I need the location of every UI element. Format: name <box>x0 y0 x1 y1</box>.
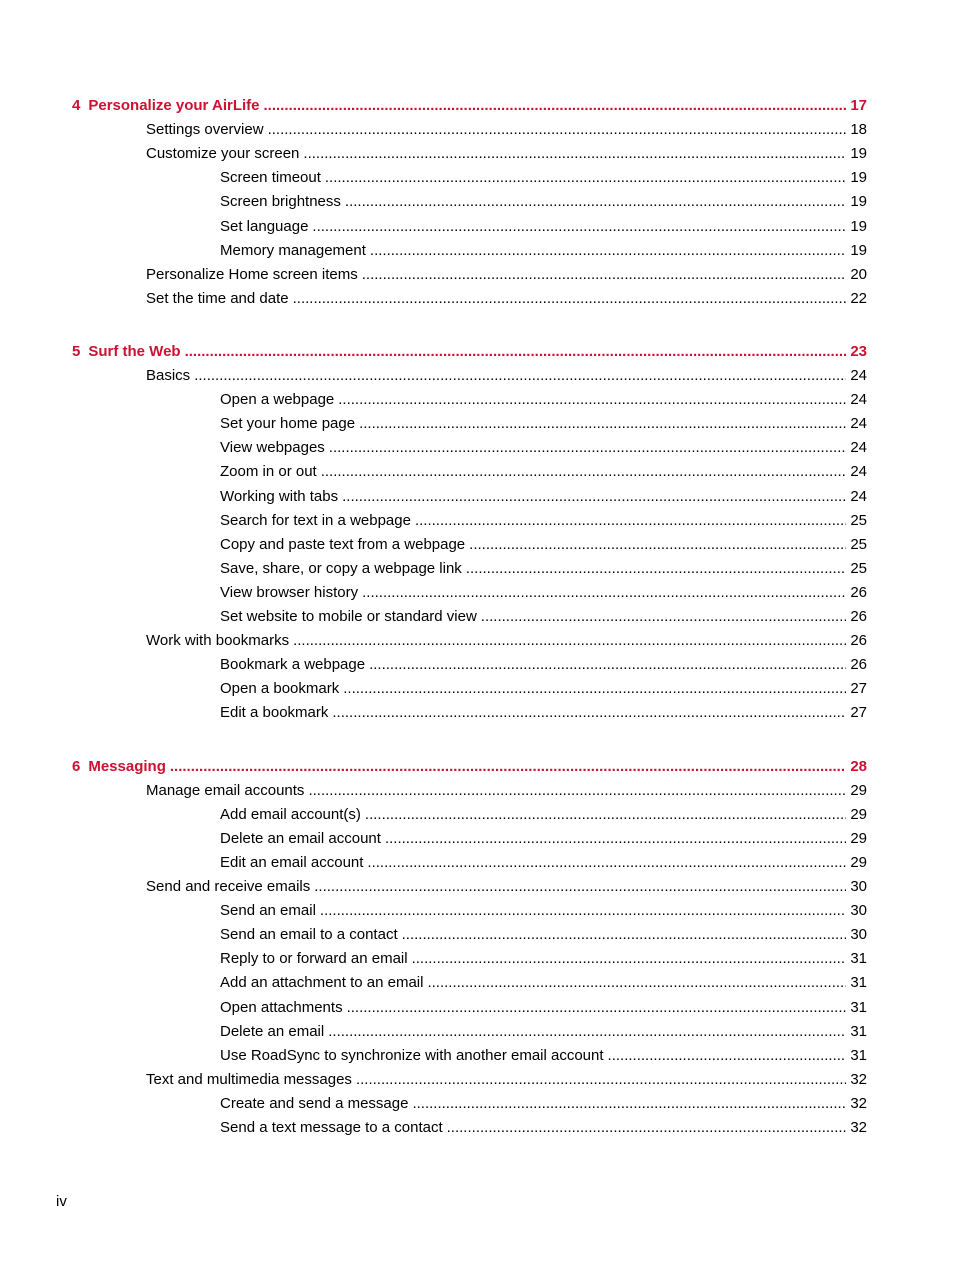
toc-entry-text: Memory management <box>220 241 366 259</box>
toc-entry-text: Working with tabs <box>220 487 339 505</box>
toc-page-number: 29 <box>850 805 867 823</box>
toc-entry-title <box>220 168 321 188</box>
toc-subsection-entry[interactable] <box>220 805 867 825</box>
toc-page-number: 28 <box>850 757 867 775</box>
toc-subsection-entry[interactable] <box>220 535 867 555</box>
toc-dot-leader <box>347 998 847 1018</box>
toc-page-number: 24 <box>850 415 867 433</box>
toc-entry-text: Set your home page <box>220 415 356 433</box>
toc-dot-leader <box>293 631 846 651</box>
toc-entry-title <box>72 757 166 777</box>
toc-dot-leader <box>268 120 847 140</box>
toc-section-entry[interactable] <box>146 265 867 285</box>
toc-entry-text: Basics <box>146 367 191 384</box>
toc-subsection-entry[interactable] <box>220 853 867 873</box>
toc-page-number: 22 <box>850 289 867 307</box>
toc-entry-title <box>220 414 355 434</box>
page-number: iv <box>56 1193 67 1210</box>
toc-subsection-entry[interactable] <box>220 655 867 675</box>
toc-entry-text: Edit an email account <box>220 853 364 871</box>
toc-entry-text: Send and receive emails <box>146 878 311 895</box>
toc-subsection-entry[interactable] <box>220 414 867 434</box>
toc-subsection-entry[interactable] <box>220 1094 867 1114</box>
toc-entry-text: Create and send a message <box>220 1094 409 1112</box>
toc-dot-leader <box>481 607 847 627</box>
toc-section-entry[interactable] <box>146 877 867 897</box>
toc-entry-text: Open a bookmark <box>220 680 340 698</box>
toc-page-number: 23 <box>850 342 867 360</box>
toc-subsection-entry[interactable] <box>220 1022 867 1042</box>
toc-page-number: 31 <box>850 950 867 968</box>
toc-page-number: 19 <box>850 145 867 163</box>
toc-entry-text: Messaging <box>88 757 166 775</box>
toc-entry-text: Work with bookmarks <box>146 632 290 650</box>
toc-chapter-entry[interactable] <box>72 757 867 777</box>
toc-entry-text: Set the time and date <box>146 289 289 307</box>
toc-subsection-entry[interactable] <box>220 1118 867 1138</box>
toc-subsection-entry[interactable] <box>220 901 867 921</box>
toc-page-number: 26 <box>850 632 867 650</box>
toc-subsection-entry[interactable] <box>220 192 867 212</box>
toc-page-number: 19 <box>850 241 867 259</box>
toc-dot-leader <box>359 414 846 434</box>
toc-entry-title <box>220 949 408 969</box>
toc-entry-title <box>220 1022 324 1042</box>
toc-section-entry[interactable] <box>146 781 867 801</box>
toc-dot-leader <box>194 366 846 386</box>
toc-dot-leader <box>362 583 846 603</box>
toc-dot-leader <box>466 559 847 579</box>
toc-page-number: 29 <box>850 853 867 871</box>
toc-page-number: 31 <box>850 998 867 1016</box>
toc-page-number: 25 <box>850 559 867 577</box>
toc-entry-title <box>220 535 465 555</box>
toc-page-number: 24 <box>850 463 867 481</box>
toc-section-entry[interactable] <box>146 120 867 140</box>
toc-dot-leader <box>338 390 846 410</box>
toc-page-number: 26 <box>850 608 867 625</box>
toc-dot-leader <box>321 462 847 482</box>
toc-entry-title <box>220 679 339 699</box>
toc-entry-text: View webpages <box>220 439 325 457</box>
toc-entry-text: Text and multimedia messages <box>146 1070 352 1088</box>
toc-dot-leader <box>385 829 846 849</box>
toc-dot-leader <box>412 949 847 969</box>
toc-subsection-entry[interactable] <box>220 829 867 849</box>
toc-entry-text: Send an email <box>220 902 316 920</box>
toc-entry-title <box>146 366 190 386</box>
toc-entry-title <box>146 877 310 897</box>
toc-subsection-entry[interactable] <box>220 1046 867 1066</box>
toc-dot-leader <box>447 1118 847 1138</box>
toc-dot-leader <box>345 192 846 212</box>
toc-page-number: 31 <box>850 1022 867 1040</box>
toc-dot-leader <box>320 901 846 921</box>
toc-page-number: 26 <box>850 583 867 601</box>
toc-entry-title <box>72 342 181 362</box>
toc-dot-leader <box>356 1070 846 1090</box>
toc-entry-text: Open a webpage <box>220 391 335 409</box>
toc-page-number: 17 <box>850 97 867 114</box>
toc-entry-title <box>220 1046 604 1066</box>
toc-dot-leader <box>370 241 846 261</box>
toc-page-number: 25 <box>850 535 867 553</box>
toc-entry-text: Settings overview <box>146 121 264 139</box>
toc-entry-text: Customize your screen <box>146 145 300 163</box>
toc-subsection-entry[interactable] <box>220 559 867 579</box>
toc-subsection-entry[interactable] <box>220 241 867 261</box>
toc-page-number: 32 <box>850 1070 867 1088</box>
toc-page-number: 29 <box>850 781 867 799</box>
toc-page-number: 31 <box>850 974 867 992</box>
toc-entry-text: Set language <box>220 217 309 235</box>
toc-dot-leader <box>303 144 846 164</box>
toc-entry-text: Bookmark a webpage <box>220 656 366 674</box>
toc-entry-text: Screen timeout <box>220 169 321 187</box>
toc-dot-leader <box>293 289 847 309</box>
toc-page-number: 24 <box>850 391 867 409</box>
toc-subsection-entry[interactable] <box>220 462 867 482</box>
toc-entry-title <box>72 96 260 116</box>
toc-chapter-entry[interactable] <box>72 96 867 116</box>
toc-page-number: 32 <box>850 1119 867 1136</box>
toc-entry-title <box>220 241 366 261</box>
toc-entry-text: Delete an email <box>220 1022 325 1040</box>
toc-subsection-entry[interactable] <box>220 168 867 188</box>
toc-entry-title <box>220 901 316 921</box>
toc-dot-leader <box>469 535 846 555</box>
toc-entry-title <box>220 487 338 507</box>
toc-page-number: 18 <box>850 121 867 139</box>
toc-entry-text: Send an email to a contact <box>220 926 398 944</box>
toc-entry-title <box>146 144 299 164</box>
toc-entry-title <box>220 805 361 825</box>
toc-subsection-entry[interactable] <box>220 949 867 969</box>
toc-page-number: 19 <box>850 169 867 187</box>
toc-subsection-entry[interactable] <box>220 703 867 723</box>
toc-dot-leader <box>332 703 846 723</box>
toc-dot-leader <box>365 805 846 825</box>
toc-page-number: 27 <box>850 680 867 698</box>
toc-entry-text: Manage email accounts <box>146 781 305 799</box>
toc-section-entry[interactable] <box>146 144 867 164</box>
toc-entry-title <box>220 1094 408 1114</box>
toc-page-number: 25 <box>850 511 867 529</box>
toc-entry-title <box>220 511 411 531</box>
toc-page-number: 30 <box>850 902 867 920</box>
toc-entry-text: Add email account(s) <box>220 805 361 823</box>
toc-subsection-entry[interactable] <box>220 998 867 1018</box>
toc-dot-leader <box>427 973 846 993</box>
toc-page-number: 20 <box>850 265 867 283</box>
toc-entry-title <box>220 192 341 212</box>
toc-entry-title <box>146 1070 352 1090</box>
toc-page-number: 24 <box>850 487 867 505</box>
toc-chapter-number: 5 <box>72 342 81 360</box>
toc-section-entry[interactable] <box>146 289 867 309</box>
toc-entry-title <box>220 853 363 873</box>
toc-dot-leader <box>264 96 847 116</box>
toc-entry-title <box>146 120 264 140</box>
toc-entry-title <box>220 655 365 675</box>
toc-page-number: 30 <box>850 926 867 944</box>
toc-dot-leader <box>308 781 846 801</box>
toc-section-entry[interactable] <box>146 1070 867 1090</box>
toc-dot-leader <box>329 438 847 458</box>
toc-chapter-entry[interactable] <box>72 342 867 362</box>
toc-dot-leader <box>415 511 846 531</box>
toc-entry-title <box>146 631 289 651</box>
toc-page-number: 19 <box>850 217 867 235</box>
toc-entry-title <box>220 583 358 603</box>
toc-entry-title <box>220 607 477 627</box>
toc-entry-text: Send a text message to a contact <box>220 1119 443 1136</box>
toc-entry-text: Open attachments <box>220 998 343 1016</box>
toc-chapter-number: 4 <box>72 97 81 114</box>
toc-entry-text: Save, share, or copy a webpage link <box>220 559 462 577</box>
toc-entry-text: Use RoadSync to synchronize with another email account <box>220 1046 604 1064</box>
toc-entry-title <box>220 559 462 579</box>
toc-entry-text: Add an attachment to an email <box>220 974 424 992</box>
toc-subsection-entry[interactable] <box>220 607 867 627</box>
toc-dot-leader <box>412 1094 846 1114</box>
toc-entry-text: Zoom in or out <box>220 463 317 481</box>
toc-dot-leader <box>185 342 847 362</box>
toc-subsection-entry[interactable] <box>220 217 867 237</box>
toc-page-number: 32 <box>850 1094 867 1112</box>
toc-entry-text: Reply to or forward an email <box>220 950 408 968</box>
toc-dot-leader <box>312 217 846 237</box>
toc-dot-leader <box>367 853 846 873</box>
toc-subsection-entry[interactable] <box>220 390 867 410</box>
toc-entry-title <box>220 998 343 1018</box>
toc-page-number: 19 <box>850 193 867 211</box>
toc-entry-title <box>146 289 289 309</box>
toc-section-entry[interactable] <box>146 631 867 651</box>
toc-subsection-entry[interactable] <box>220 925 867 945</box>
toc-dot-leader <box>170 757 846 777</box>
toc-dot-leader <box>328 1022 846 1042</box>
toc-entry-text: Personalize Home screen items <box>146 265 358 283</box>
toc-entry-title <box>146 781 304 801</box>
toc-entry-text: Search for text in a webpage <box>220 511 411 529</box>
toc-entry-title <box>146 265 358 285</box>
toc-page-number: 30 <box>850 878 867 895</box>
toc-page-number: 24 <box>850 367 867 384</box>
toc-chapter-number: 6 <box>72 757 81 775</box>
toc-subsection-entry[interactable] <box>220 438 867 458</box>
toc-entry-title <box>220 925 398 945</box>
toc-entry-text: Edit a bookmark <box>220 704 329 722</box>
toc-dot-leader <box>402 925 847 945</box>
toc-dot-leader <box>369 655 846 675</box>
toc-page-number: 31 <box>850 1046 867 1064</box>
toc-entry-text: View browser history <box>220 583 359 601</box>
toc-entry-title <box>220 438 325 458</box>
toc-dot-leader <box>314 877 846 897</box>
toc-page-number: 26 <box>850 656 867 674</box>
toc-page-number: 24 <box>850 439 867 457</box>
toc-entry-title <box>220 703 328 723</box>
toc-entry-text: Personalize your AirLife <box>88 97 260 114</box>
toc-entry-text: Delete an email account <box>220 829 381 847</box>
toc-entry-text: Set website to mobile or standard view <box>220 608 477 625</box>
toc-subsection-entry[interactable] <box>220 973 867 993</box>
toc-entry-text: Surf the Web <box>88 342 181 360</box>
toc-entry-text: Copy and paste text from a webpage <box>220 535 466 553</box>
toc-subsection-entry[interactable] <box>220 511 867 531</box>
toc-dot-leader <box>325 168 846 188</box>
toc-entry-title <box>220 462 317 482</box>
toc-dot-leader <box>362 265 847 285</box>
toc-subsection-entry[interactable] <box>220 583 867 603</box>
toc-page-number: 27 <box>850 704 867 722</box>
toc-dot-leader <box>343 679 846 699</box>
toc-entry-title <box>220 1118 443 1138</box>
toc-page-number: 29 <box>850 829 867 847</box>
toc-subsection-entry[interactable] <box>220 487 867 507</box>
toc-entry-title <box>220 829 381 849</box>
toc-entry-title <box>220 390 334 410</box>
toc-section-entry[interactable] <box>146 366 867 386</box>
toc-subsection-entry[interactable] <box>220 679 867 699</box>
toc-entry-title <box>220 973 423 993</box>
toc-entry-title <box>220 217 308 237</box>
toc-entry-text: Screen brightness <box>220 193 341 211</box>
toc-dot-leader <box>608 1046 847 1066</box>
toc-dot-leader <box>342 487 846 507</box>
